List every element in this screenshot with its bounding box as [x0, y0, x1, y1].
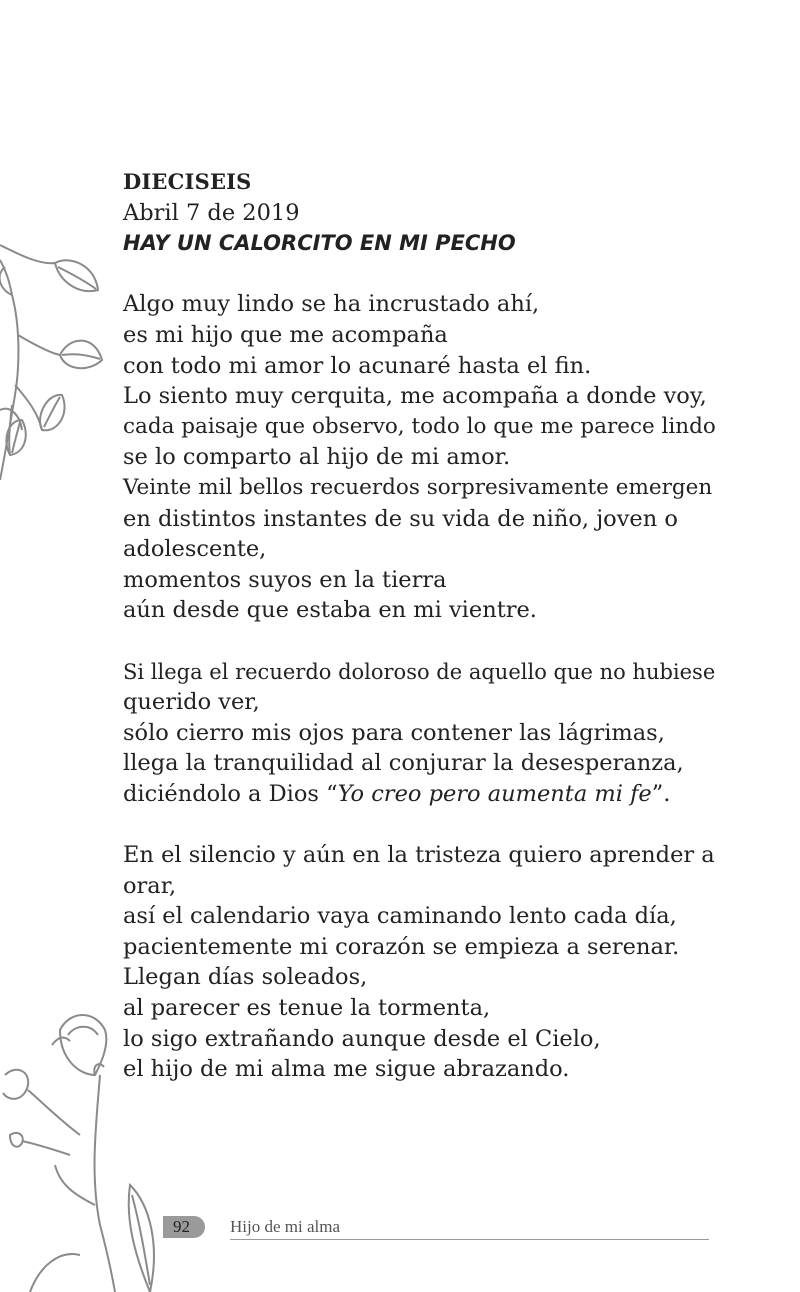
verse-line: sólo cierro mis ojos para contener las lágrimas, [123, 719, 665, 746]
verse-line: Si llega el recuerdo doloroso de aquello que no hubiese [123, 659, 716, 684]
stanza-spacer [123, 809, 723, 840]
verse-line: Algo muy lindo se ha incrustado ahí, [123, 291, 540, 318]
stanza-spacer [123, 626, 723, 657]
verse-line: es mi hijo que me acompaña [123, 321, 448, 348]
verse-line: adolescente, [123, 536, 267, 563]
page-number: 92 [173, 1217, 190, 1236]
verse-line: en distintos instantes de su vida de niño, joven o [123, 505, 678, 532]
verse-line: así el calendario vaya caminando lento cada día, [123, 903, 677, 930]
stanza-1 [123, 289, 723, 626]
verse-line: querido ver, [123, 689, 260, 716]
verse-line: pacientemente mi corazón se empieza a serenar. [123, 933, 680, 960]
verse-line: aún desde que estaba en mi vientre. [123, 597, 537, 624]
stanza-2 [123, 657, 723, 810]
stanza-spacer [123, 259, 723, 290]
quote-italic: Yo creo pero aumenta mi fe [337, 780, 652, 807]
verse-line: orar, [123, 872, 177, 899]
stanza-3 [123, 840, 723, 1085]
book-title: Hijo de mi alma [230, 1217, 341, 1236]
verse-line: con todo mi amor lo acunaré hasta el fin. [123, 352, 592, 379]
chapter-heading: DIECISEIS [123, 169, 252, 194]
verse-line: el hijo de mi alma me sigue abrazando. [123, 1056, 570, 1083]
verse-line: momentos suyos en la tierra [123, 566, 447, 593]
verse-line: Lo siento muy cerquita, me acompaña a donde voy, [123, 383, 707, 410]
verse-line: cada paisaje que observo, todo lo que me parece lindo [123, 413, 716, 439]
footer-rule [230, 1239, 709, 1240]
verse-line: se lo comparto al hijo de mi amor. [123, 444, 511, 471]
quote-suffix: ”. [651, 780, 671, 807]
verse-line: Llegan días soleados, [123, 964, 368, 991]
page-footer [163, 1214, 709, 1242]
verse-line: llega la tranquilidad al conjurar la desesperanza, [123, 750, 684, 777]
verse-line: Veinte mil bellos recuerdos sorpresivamente emergen [123, 474, 713, 500]
leafy-branch-illustration [0, 235, 110, 495]
chapter-date: Abril 7 de 2019 [123, 199, 300, 226]
poem-text [123, 167, 723, 1085]
chapter-subtitle: HAY UN CALORCITO EN MI PECHO [123, 231, 516, 256]
verse-line: al parecer es tenue la tormenta, [123, 995, 491, 1022]
verse-line-quote [123, 779, 723, 810]
quote-prefix: diciéndolo a Dios “ [123, 780, 338, 807]
verse-line: lo sigo extrañando aunque desde el Cielo, [123, 1025, 601, 1052]
verse-line: En el silencio y aún en la tristeza quiero aprender a [123, 842, 715, 869]
